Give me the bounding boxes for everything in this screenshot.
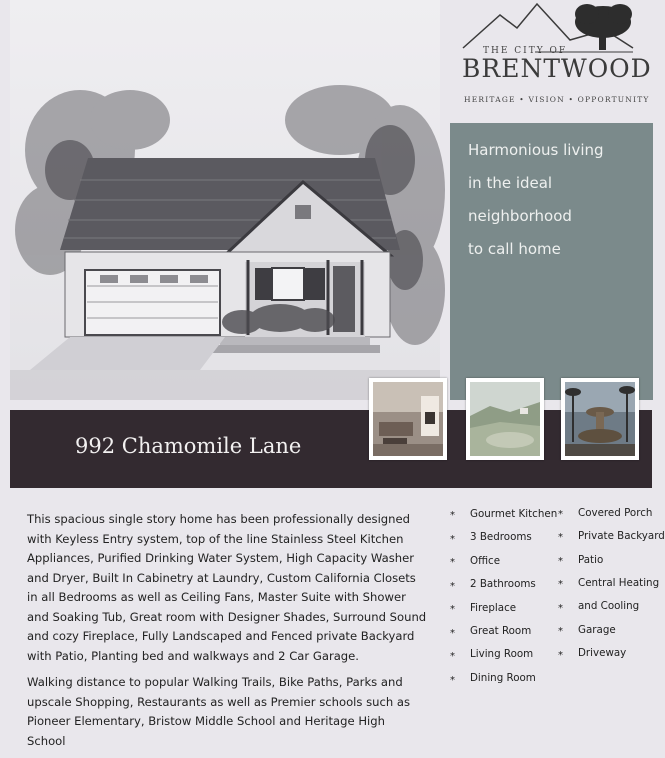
bullet-icon: *: [450, 581, 455, 592]
bullet-icon: *: [450, 628, 455, 639]
bullet-icon: *: [450, 675, 455, 686]
house-sketch-image: [10, 0, 440, 400]
thumbnail-living-room: [369, 378, 447, 460]
bullet-icon: *: [450, 557, 455, 568]
feature-item: 3 Bedrooms: [470, 531, 532, 543]
bullet-icon: *: [450, 651, 455, 662]
feature-item: Great Room: [470, 625, 532, 637]
bullet-icon: *: [558, 650, 563, 661]
description-paragraph: Walking distance to popular Walking Trails, Bike Paths, Parks and upscale Shopping, Restaurants as well as Premier schools such as Pioneer Elementary, Bristow Middle School and Heritage High School: [27, 675, 411, 748]
logo-tagline: HERITAGE • VISION • OPPORTUNITY: [464, 95, 650, 104]
feature-item: Dining Room: [470, 672, 536, 684]
feature-item: Patio: [578, 554, 604, 566]
thumbnail-golf-course: [466, 378, 544, 460]
feature-item: Driveway: [578, 647, 627, 659]
headline-line: neighborhood: [468, 207, 572, 225]
bullet-icon: *: [558, 603, 563, 614]
headline-panel: [450, 123, 653, 400]
feature-item: Office: [470, 555, 501, 567]
headline-line: Harmonious living: [468, 141, 604, 159]
feature-item: Garage: [578, 624, 616, 636]
logo-the-city-of: THE CITY OF: [483, 46, 568, 56]
bullet-icon: *: [450, 510, 455, 521]
bullet-icon: *: [558, 579, 563, 590]
bullet-icon: *: [558, 626, 563, 637]
feature-item: Fireplace: [470, 602, 517, 614]
feature-item: Gourmet Kitchen: [470, 508, 558, 520]
feature-item: 2 Bathrooms: [470, 578, 536, 590]
bullet-icon: *: [558, 509, 563, 520]
feature-item: and Cooling: [578, 600, 640, 612]
logo-city-name: BRENTWOOD: [462, 54, 652, 83]
feature-item: Private Backyard: [578, 530, 665, 542]
bullet-icon: *: [558, 556, 563, 567]
bullet-icon: *: [558, 532, 563, 543]
thumbnail-fountain: [561, 378, 639, 460]
property-address: 992 Chamomile Lane: [75, 434, 302, 458]
feature-item: Living Room: [470, 648, 534, 660]
bullet-icon: *: [450, 534, 455, 545]
description-paragraph: This spacious single story home has been professionally designed with Keyless Entry system, top of the line Stainless Steel Kitchen Appliances, Purified Drinking Water System, High Capacity Washer and Dryer, Built In Cabinetry at Laundry, Custom California Closets in all Bedrooms as well as Ceiling Fans, Master Suite with Shower and Soaking Tub, Great room with Designer Shades, Surround Sound and cozy Fireplace, Fully Landscaped and Fenced private Backyard with Patio, Planting bed and walkways and 2 Car Garage.: [27, 512, 427, 663]
headline-line: to call home: [468, 240, 561, 258]
property-description: [27, 510, 427, 758]
bullet-icon: *: [450, 604, 455, 615]
feature-item: Central Heating: [578, 577, 660, 589]
feature-item: Covered Porch: [578, 507, 653, 519]
headline-line: in the ideal: [468, 174, 553, 192]
